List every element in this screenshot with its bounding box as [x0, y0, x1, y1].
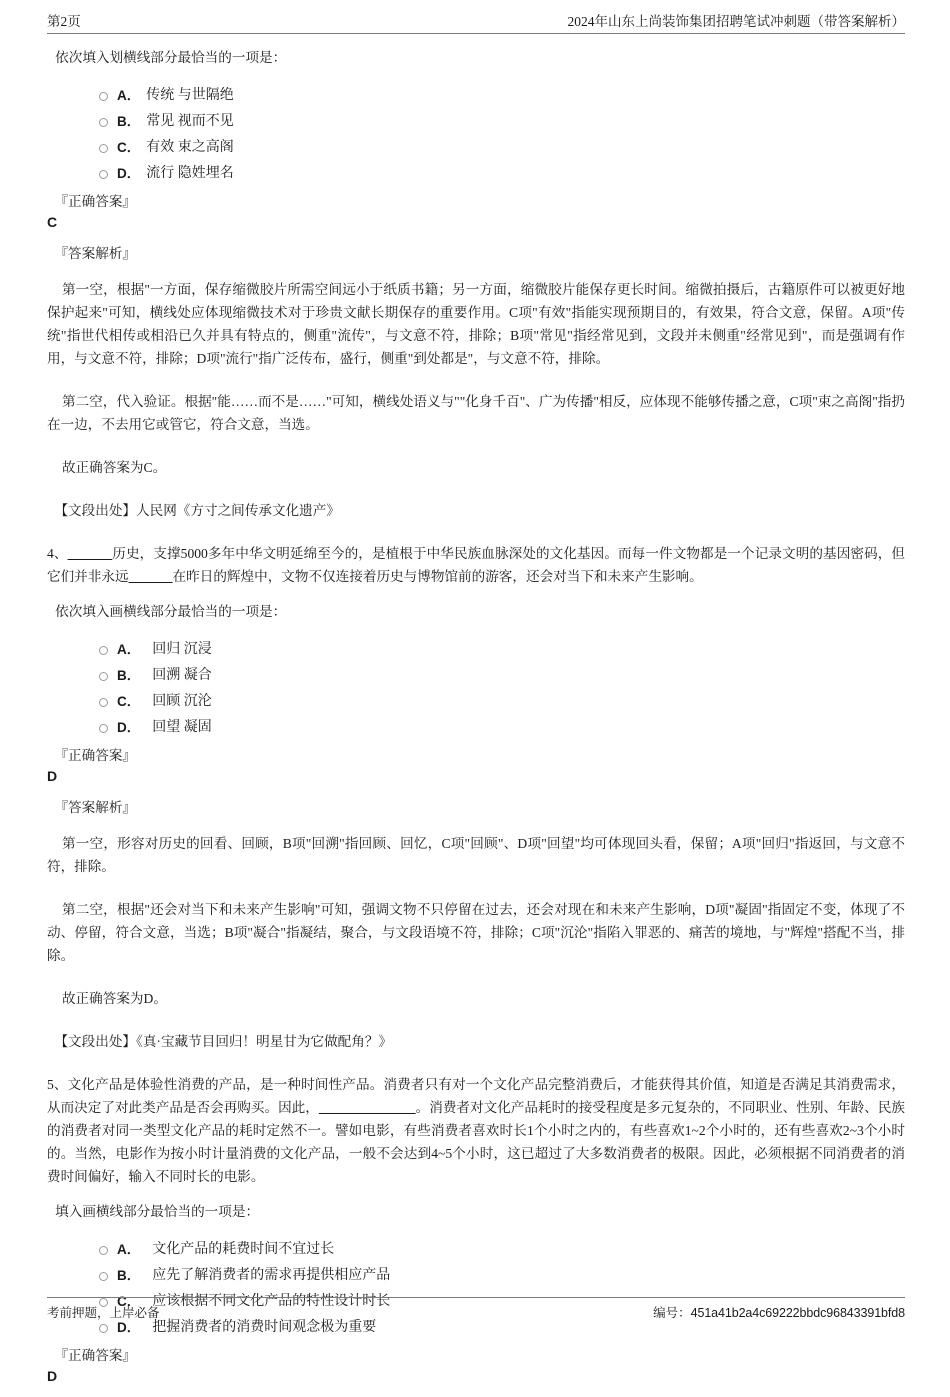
radio-button-icon[interactable] — [99, 1272, 108, 1281]
option-letter: B． — [117, 668, 141, 683]
option-item-c[interactable] — [47, 689, 905, 715]
page-header — [47, 10, 905, 34]
document-title: 2024年山东上尚装饰集团招聘笔试冲刺题（带答案解析） — [567, 14, 905, 29]
radio-button-icon[interactable] — [99, 1246, 108, 1255]
option-item-d[interactable] — [47, 161, 905, 187]
option-letter: D． — [117, 720, 141, 735]
radio-button-icon[interactable] — [99, 170, 108, 179]
option-text: 有效 束之高阁 — [146, 140, 234, 155]
radio-button-icon[interactable] — [99, 144, 108, 153]
correct-answer-value-q4: D — [47, 768, 58, 784]
option-text: 文化产品的耗费时间不宜过长 — [152, 1242, 335, 1257]
document-body — [47, 46, 905, 1397]
correct-answer-value-q3: C — [47, 214, 58, 230]
radio-button-icon[interactable] — [99, 672, 108, 681]
fill-blank-2 — [129, 569, 173, 584]
passage-text-part-b: 在昨日的辉煌中，文物不仅连接着历史与博物馆前的游客，还会对当下和未来产生影响。 — [172, 569, 703, 584]
option-letter: B． — [117, 114, 141, 129]
question-stem-q5: 填入画横线部分最恰当的一项是： — [55, 1204, 260, 1219]
option-letter: D． — [117, 1320, 141, 1335]
analysis-paragraph-1: 第一空，根据"一方面，保存缩微胶片所需空间远小于纸质书籍；另一方面，缩微胶片能保存更长时间。缩微拍摄后，古籍原件可以被更好地保护起来"可知，横线处应体现缩微技术对于珍贵文献长期保存的重要作用。C项"有效"指能实现预期目的，有效果，符合文意，保留。A项"传统"指世代相传或相沿已久并具有特点的，侧重"流传"，与文意不符，排除；B项"常见"指经常见到，文段并未侧重"经常见到"，而是强调有作用，与文意不符，排除；D项"流行"指广泛传布，盛行，侧重"到处都是"，与文意不符，排除。 — [47, 282, 905, 366]
question-passage-q4 — [47, 542, 905, 588]
option-letter: C． — [117, 1294, 141, 1309]
analysis-conclusion: 故正确答案为C。 — [61, 460, 167, 475]
option-text: 回溯 凝合 — [152, 668, 212, 683]
option-text: 把握消费者的消费时间观念极为重要 — [152, 1320, 377, 1335]
passage-text-part-a: 文化产品是体验性消费的产品，是一种时间性产品。消费者只有对一个文化产品完整消费后，才能获得其价值，知道是否满足其消费需求，从而决定了对此类产品是否会再购买。因此， — [47, 1077, 906, 1115]
question-passage-q5 — [47, 1073, 905, 1188]
correct-answer-label: 『正确答案』 — [54, 748, 137, 763]
option-text: 应先了解消费者的需求再提供相应产品 — [152, 1268, 391, 1283]
footer-serial — [653, 1303, 905, 1321]
question-number-q5: 5、 — [47, 1077, 68, 1092]
question-stem-q4: 依次填入画横线部分最恰当的一项是： — [55, 604, 287, 619]
option-letter: A． — [117, 1242, 141, 1257]
analysis-paragraph-1: 第一空，形容对历史的回看、回顾，B项"回溯"指回顾、回忆，C项"回顾"、D项"回望"均可体现回头看，保留；A项"回归"指返回，与文意不符，排除。 — [47, 836, 905, 874]
option-letter: C． — [117, 140, 141, 155]
radio-button-icon[interactable] — [99, 92, 108, 101]
analysis-paragraph-2: 第二空，根据"还会对当下和未来产生影响"可知，强调文物不只停留在过去，还会对现在和未来产生影响，D项"凝固"指固定不变，体现了不动、停留，符合文意，当选；B项"凝合"指凝结，聚合，与文段语境不符，排除；C项"沉沦"指陷入罪恶的、痛苦的境地，与"辉煌"搭配不当，排除。 — [47, 902, 905, 963]
passage-source-q4: 【文段出处】《真·宝藏节目回归！明星甘为它做配角？》 — [54, 1034, 393, 1049]
option-item-a[interactable] — [47, 83, 905, 109]
analysis-conclusion: 故正确答案为D。 — [61, 991, 167, 1006]
option-text: 传统 与世隔绝 — [146, 88, 234, 103]
option-item-b[interactable] — [47, 1263, 905, 1289]
option-letter: A． — [117, 642, 141, 657]
option-item-a[interactable] — [47, 637, 905, 663]
option-item-a[interactable] — [47, 1237, 905, 1263]
option-text: 应该根据不同文化产品的特性设计时长 — [152, 1294, 391, 1309]
radio-button-icon[interactable] — [99, 1324, 108, 1333]
option-letter: C． — [117, 694, 141, 709]
serial-label: 编号： — [653, 1306, 691, 1320]
option-text: 回归 沉浸 — [152, 642, 212, 657]
option-letter: D． — [117, 166, 141, 181]
serial-value: 451a41b2a4c69222bbdc96843391bfd8 — [690, 1306, 905, 1320]
fill-blank-1 — [319, 1100, 416, 1115]
question-stem-q3: 依次填入划横线部分最恰当的一项是： — [55, 50, 287, 65]
option-text: 回望 凝固 — [152, 720, 212, 735]
option-item-d[interactable] — [47, 715, 905, 741]
option-list-q3 — [47, 83, 905, 187]
option-item-b[interactable] — [47, 663, 905, 689]
passage-text-part-a: 历史，支撑5000多年中华文明延绵至今的，是植根于中华民族血脉深处的文化基因。而每一件文物都是一个记录文明的基因密码，但它们并非永远 — [47, 546, 906, 584]
option-text: 常见 视而不见 — [146, 114, 234, 129]
option-item-c[interactable] — [47, 135, 905, 161]
option-letter: A． — [117, 88, 141, 103]
footer-note: 考前押题，上岸必备 — [47, 1306, 160, 1320]
option-list-q4 — [47, 637, 905, 741]
question-number-q4: 4、 — [47, 546, 68, 561]
radio-button-icon[interactable] — [99, 698, 108, 707]
option-text: 回顾 沉沦 — [152, 694, 212, 709]
analysis-paragraph-2: 第二空，代入验证。根据"能……而不是……"可知，横线处语义与""化身千百"、广为传播"相反，应体现不能够传播之意，C项"束之高阁"指扔在一边，不去用它或管它，符合文意，当选。 — [47, 394, 905, 432]
answer-analysis-label: 『答案解析』 — [54, 800, 137, 815]
radio-button-icon[interactable] — [99, 646, 108, 655]
page-footer — [47, 1297, 905, 1321]
page-number-label: 第2页 — [47, 14, 81, 29]
correct-answer-value-q5: D — [47, 1368, 58, 1384]
option-item-b[interactable] — [47, 109, 905, 135]
correct-answer-label: 『正确答案』 — [54, 1348, 137, 1363]
radio-button-icon[interactable] — [99, 118, 108, 127]
passage-source-q3: 【文段出处】人民网《方寸之间传承文化遗产》 — [54, 503, 340, 518]
option-text: 流行 隐姓埋名 — [146, 166, 234, 181]
correct-answer-label: 『正确答案』 — [54, 194, 137, 209]
fill-blank-1 — [68, 546, 113, 561]
answer-analysis-label: 『答案解析』 — [54, 246, 137, 261]
passage-text-part-b: 。消费者对文化产品耗时的接受程度是多元复杂的，不同职业、性别、年龄、民族的消费者对同一类型文化产品的耗时定然不一。譬如电影，有些消费者喜欢时长1个小时之内的，有些喜欢1~2个小时的，还有些喜欢2~3个小时的。当然，电影作为按小时计量消费的文化产品，一般不会达到4~5个小时，这已超过了大多数消费者的极限。因此，必须根据不同消费者的消费时间偏好，输入不同时长的电影。 — [47, 1100, 906, 1184]
radio-button-icon[interactable] — [99, 724, 108, 733]
option-list-q5 — [47, 1237, 905, 1341]
option-letter: B． — [117, 1268, 141, 1283]
